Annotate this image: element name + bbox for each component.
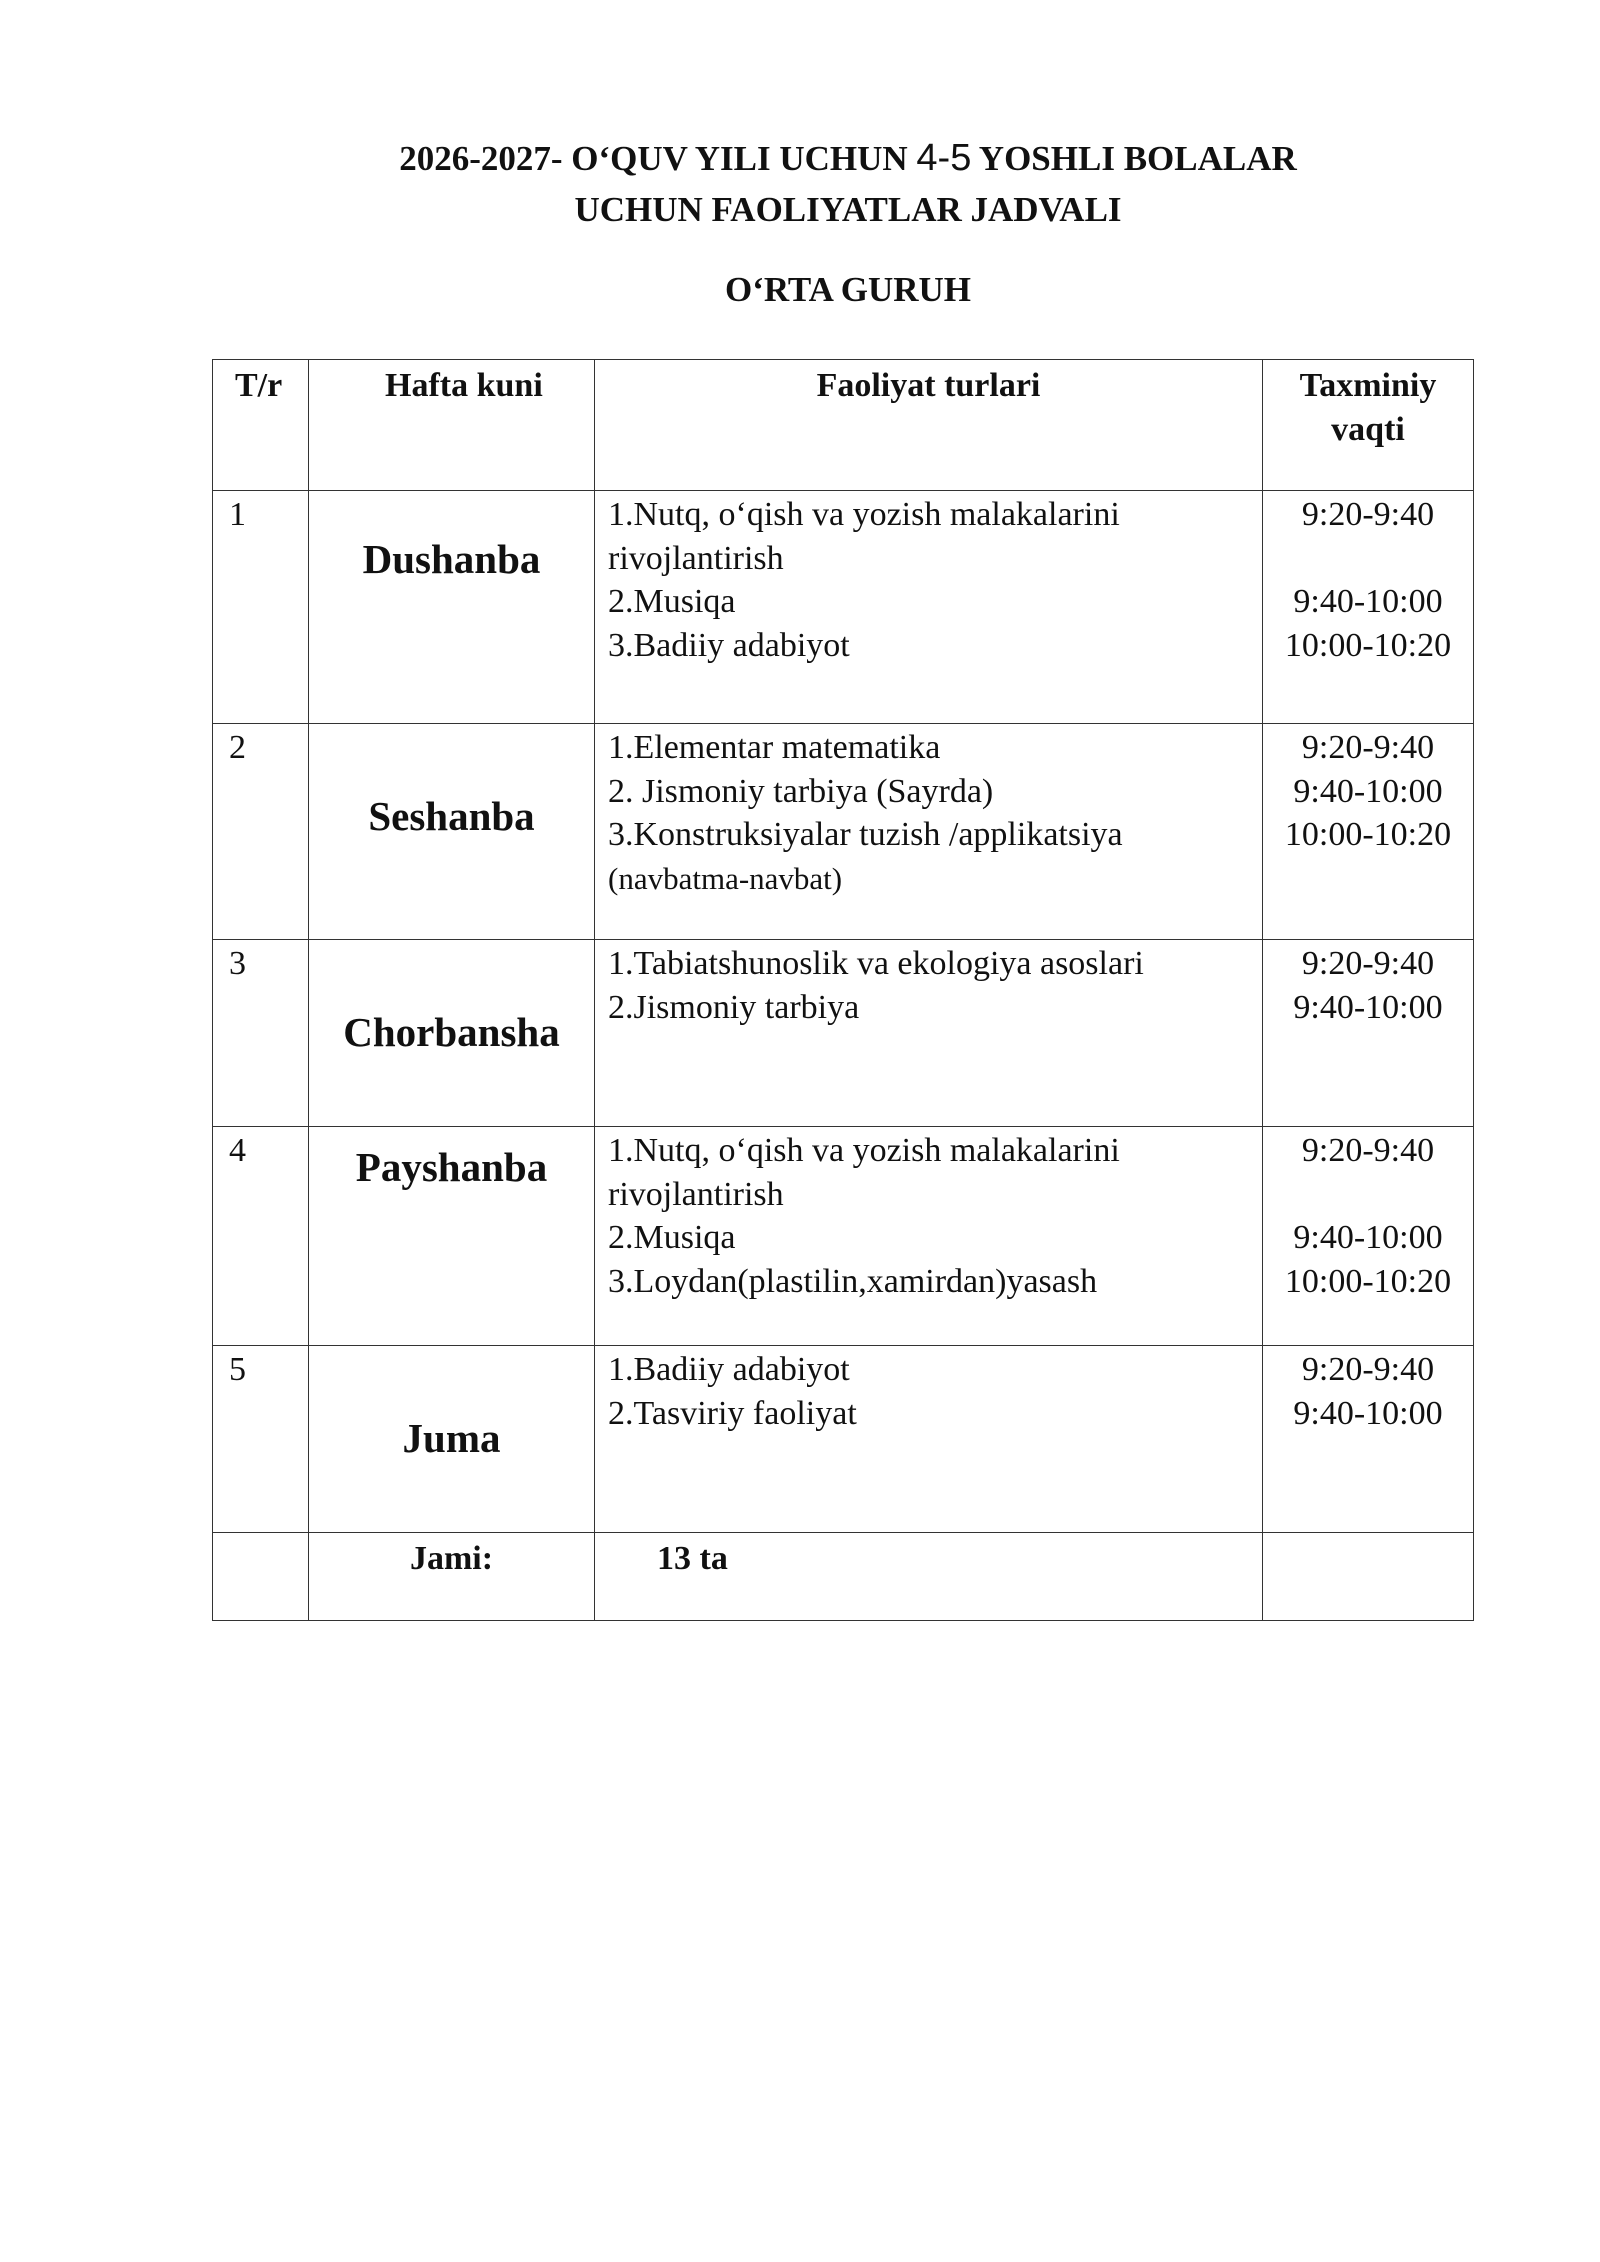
activity-line: 1.Nutq, o‘qish va yozish malakalarini xyxy=(608,1132,1120,1169)
row-number: 5 xyxy=(213,1346,309,1533)
document-title-line1 xyxy=(48,132,1600,185)
time-slot: 9:20-9:40 xyxy=(1301,1132,1435,1169)
row-activities xyxy=(595,1346,1263,1533)
total-empty-cell xyxy=(213,1533,309,1621)
activity-line: rivojlantirish xyxy=(608,1175,784,1213)
weekday-label: Chorbansha xyxy=(343,1009,560,1055)
time-slot: 9:20-9:40 xyxy=(1301,1351,1435,1388)
weekday-label: Juma xyxy=(402,1415,501,1461)
time-slot: 9:20-9:40 xyxy=(1301,496,1435,533)
activity-line: 3.Badiiy adabiyot xyxy=(608,626,850,664)
table-row xyxy=(213,1346,1474,1533)
time-slot: 9:20-9:40 xyxy=(1301,729,1435,766)
row-weekday xyxy=(309,1346,595,1533)
row-weekday xyxy=(309,1127,595,1346)
weekday-label: Payshanba xyxy=(355,1144,548,1190)
row-number: 3 xyxy=(213,940,309,1127)
time-slot: 9:40-10:00 xyxy=(1293,1219,1443,1256)
group-subtitle: O‘RTA GURUH xyxy=(724,270,972,309)
weekday-label: Dushanba xyxy=(362,536,541,582)
row-times xyxy=(1263,491,1474,724)
table-header-row xyxy=(213,360,1474,491)
title-age-range: 4-5 xyxy=(916,137,972,179)
table-row xyxy=(213,940,1474,1127)
header-time-line1: Taxminiy xyxy=(1299,367,1437,404)
row-activities xyxy=(595,491,1263,724)
time-slot: 9:40-10:00 xyxy=(1293,988,1443,1026)
time-slot: 10:00-10:20 xyxy=(1284,626,1452,664)
header-time-line2: vaqti xyxy=(1331,411,1405,448)
row-weekday xyxy=(309,724,595,940)
activity-line: rivojlantirish xyxy=(608,539,784,577)
table-row xyxy=(213,724,1474,940)
activity-line: 2.Musiqa xyxy=(608,583,736,620)
activity-line: (navbatma-navbat) xyxy=(608,860,843,896)
time-slot: 9:20-9:40 xyxy=(1301,945,1435,982)
row-activities xyxy=(595,724,1263,940)
row-times xyxy=(1263,1346,1474,1533)
total-empty-cell xyxy=(1263,1533,1474,1621)
time-slot: 9:40-10:00 xyxy=(1293,1394,1443,1432)
activity-line: 2.Musiqa xyxy=(608,1219,736,1256)
total-value: 13 ta xyxy=(595,1533,1263,1621)
time-slot: 9:40-10:00 xyxy=(1293,583,1443,620)
activity-line: 1.Elementar matematika xyxy=(608,729,941,766)
activity-line: 3.Loydan(plastilin,xamirdan)yasash xyxy=(608,1262,1098,1300)
table-row xyxy=(213,1127,1474,1346)
activity-line: 1.Badiiy adabiyot xyxy=(608,1351,850,1388)
row-activities xyxy=(595,1127,1263,1346)
activity-line: 2.Jismoniy tarbiya xyxy=(608,988,860,1026)
schedule-table xyxy=(212,359,1474,1621)
title-part-a: 2026-2027- O‘QUV YILI UCHUN xyxy=(399,139,908,178)
total-label: Jami: xyxy=(309,1533,595,1621)
time-slot: 10:00-10:20 xyxy=(1284,1262,1452,1300)
row-number: 4 xyxy=(213,1127,309,1346)
row-number: 1 xyxy=(213,491,309,724)
activity-line: 2.Tasviriy faoliyat xyxy=(608,1394,857,1432)
activity-line: 1.Tabiatshunoslik va ekologiya asoslari xyxy=(608,945,1144,982)
title-part-b: YOSHLI BOLALAR xyxy=(978,139,1297,178)
header-time xyxy=(1263,360,1474,491)
row-times xyxy=(1263,1127,1474,1346)
row-weekday xyxy=(309,491,595,724)
activity-line: 2. Jismoniy tarbiya (Sayrda) xyxy=(608,772,994,810)
table-total-row xyxy=(213,1533,1474,1621)
time-slot: 9:40-10:00 xyxy=(1293,772,1443,810)
table-row xyxy=(213,491,1474,724)
time-slot: 10:00-10:20 xyxy=(1284,816,1452,853)
activity-line: 1.Nutq, o‘qish va yozish malakalarini xyxy=(608,496,1120,533)
header-number: T/r xyxy=(213,360,309,491)
weekday-label: Seshanba xyxy=(368,793,535,839)
row-activities xyxy=(595,940,1263,1127)
header-weekday: Hafta kuni xyxy=(309,360,595,491)
header-activities: Faoliyat turlari xyxy=(595,360,1263,491)
row-weekday xyxy=(309,940,595,1127)
activity-line: 3.Konstruksiyalar tuzish /applikatsiya xyxy=(608,816,1123,853)
row-number: 2 xyxy=(213,724,309,940)
row-times xyxy=(1263,724,1474,940)
row-times xyxy=(1263,940,1474,1127)
document-title-line2: UCHUN FAOLIYATLAR JADVALI xyxy=(574,190,1122,229)
